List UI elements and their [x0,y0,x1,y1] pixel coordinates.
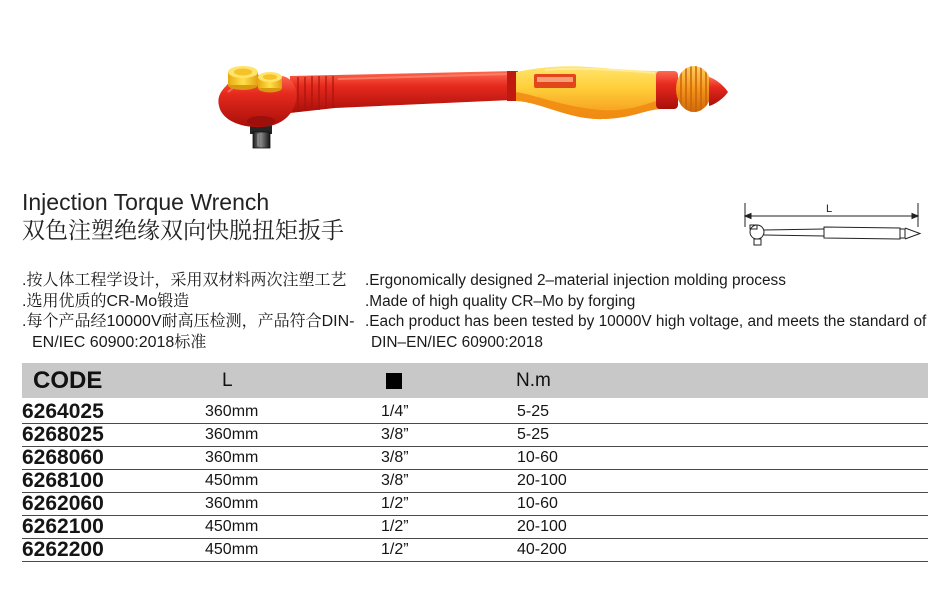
table-row [22,424,928,447]
table-row [22,447,928,470]
table-row [22,470,928,493]
wrench-outline-icon [750,225,920,245]
row-torque-range: 20-100 [517,518,567,535]
table-body [22,401,928,562]
grip-collar [656,71,678,109]
row-length: 360mm [205,495,259,512]
feature-line: DIN–EN/IEC 60900:2018 [371,333,543,351]
header-torque: N.m [516,370,551,391]
square-drive-icon [386,373,402,389]
row-drive-size: 1/2” [381,518,409,535]
grip-label [534,74,576,88]
row-drive-size: 1/2” [381,541,409,558]
table-row [22,401,928,424]
table-row [22,516,928,539]
product-photo [0,0,950,170]
row-torque-range: 5-25 [517,403,550,420]
features-en [365,271,926,353]
wrench-shaft [290,71,518,113]
features-cn [22,271,355,353]
product-title-cn: 双色注塑绝缘双向快脱扭矩扳手 [22,217,344,243]
row-length: 360mm [205,403,259,420]
header-code: CODE [33,367,103,394]
row-code: 6268100 [22,469,104,492]
row-code: 6264025 [22,400,104,423]
feature-line: .每个产品经10000V耐高压检测，产品符合DIN- [22,313,355,330]
feature-line: .按人体工程学设计，采用双材料两次注塑工艺 [22,272,347,289]
row-torque-range: 40-200 [517,541,567,558]
row-length: 360mm [205,449,259,466]
row-drive-size: 3/8” [381,449,409,466]
row-drive-size: 3/8” [381,472,409,489]
dimension-diagram [738,200,928,250]
dimension-label: L [825,203,833,215]
row-code: 6262060 [22,492,104,515]
spec-table [22,363,928,562]
row-length: 450mm [205,472,259,489]
row-drive-size: 3/8” [381,426,409,443]
row-torque-range: 5-25 [517,426,550,443]
row-drive-size: 1/2” [381,495,409,512]
table-row [22,493,928,516]
row-torque-range: 10-60 [517,495,558,512]
row-code: 6268025 [22,423,104,446]
row-length: 360mm [205,426,259,443]
row-torque-range: 10-60 [517,449,558,466]
product-title-en: Injection Torque Wrench [22,189,270,215]
adjusting-knob [676,64,712,114]
row-code: 6262200 [22,538,104,561]
feature-line: .Each product has been tested by 10000V high voltage, and meets the standard of [365,313,927,330]
table-row [22,539,928,562]
row-drive-size: 1/4” [381,403,409,420]
row-torque-range: 20-100 [517,472,567,489]
row-length: 450mm [205,518,259,535]
row-code: 6262100 [22,515,104,538]
row-length: 450mm [205,541,259,558]
feature-line: EN/IEC 60900:2018标准 [32,333,207,351]
row-code: 6268060 [22,446,104,469]
header-length: L [222,370,233,391]
feature-line: .Ergonomically designed 2–material injection molding process [365,272,786,289]
feature-line: .选用优质的CR-Mo锻造 [22,292,190,310]
feature-line: .Made of high quality CR–Mo by forging [365,292,636,310]
table-header [22,363,928,398]
end-cap [709,77,728,106]
